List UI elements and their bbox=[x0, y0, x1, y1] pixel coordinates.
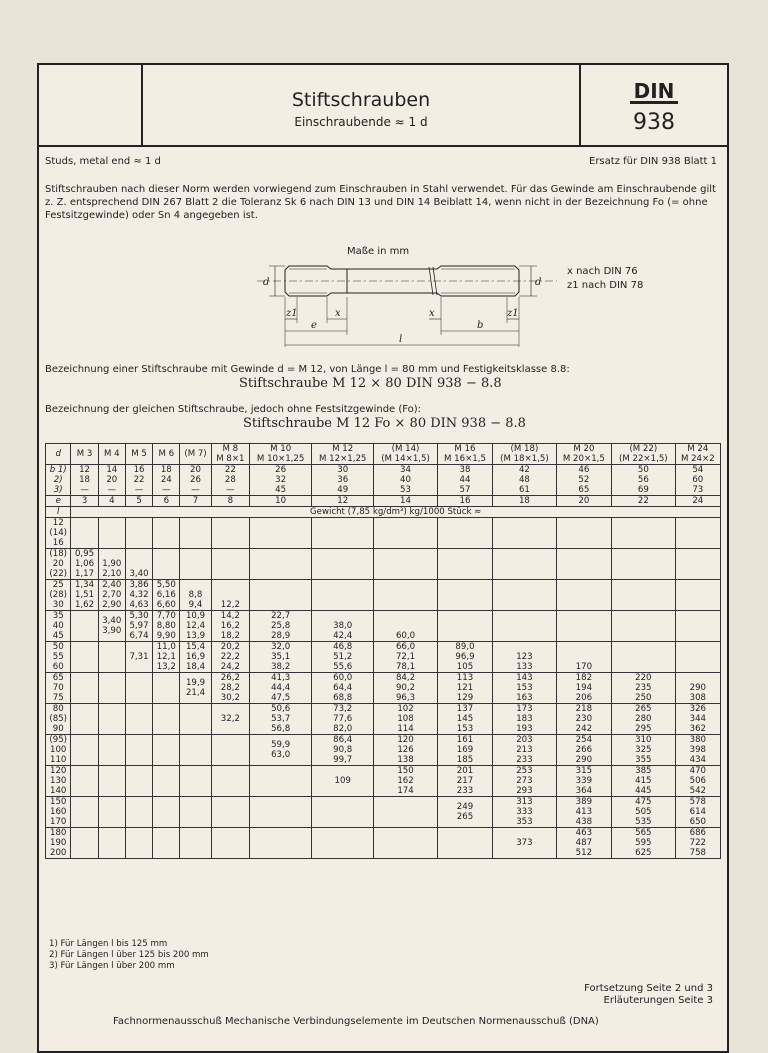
weight-value bbox=[153, 828, 180, 859]
weight-value: 254 266 290 bbox=[556, 735, 611, 766]
weight-value: 109 bbox=[312, 766, 374, 797]
weight-value: 137 145 153 bbox=[437, 704, 492, 735]
b-value: 50 56 69 bbox=[612, 465, 676, 496]
weight-value: 313 333 353 bbox=[493, 797, 557, 828]
weight-value: 475 505 535 bbox=[612, 797, 676, 828]
weight-value bbox=[312, 549, 374, 580]
weight-value: 170 bbox=[556, 642, 611, 673]
weight-value: 84,2 90,2 96,3 bbox=[374, 673, 438, 704]
weight-value: 265 280 295 bbox=[612, 704, 676, 735]
weight-value: 113 121 129 bbox=[437, 673, 492, 704]
designation-text-1: Bezeichnung einer Stiftschraube mit Gewinde d = M 12, von Länge l = 80 mm und Festigkeitsklasse 8.8: bbox=[45, 364, 570, 375]
footnotes bbox=[49, 939, 209, 972]
weight-value bbox=[374, 580, 438, 611]
weight-value bbox=[312, 797, 374, 828]
label-l: l bbox=[399, 334, 403, 345]
weight-value bbox=[153, 797, 180, 828]
weight-value bbox=[437, 580, 492, 611]
weight-value: 38,0 42,4 bbox=[312, 611, 374, 642]
weight-value: 3,40 bbox=[125, 549, 152, 580]
b-value: 26 32 45 bbox=[250, 465, 312, 496]
weight-value: 2,40 2,70 2,90 bbox=[98, 580, 125, 611]
footnote-2: 2) Für Längen l über 125 bis 200 mm bbox=[49, 950, 209, 960]
weight-value bbox=[612, 518, 676, 549]
weight-value bbox=[612, 549, 676, 580]
weight-value bbox=[211, 828, 250, 859]
b-value: 22 28 — bbox=[211, 465, 250, 496]
weight-value: 1,90 2,10 bbox=[98, 549, 125, 580]
size-header: M 4 bbox=[98, 444, 125, 465]
weight-value bbox=[312, 518, 374, 549]
label-b: b bbox=[477, 320, 484, 331]
weight-value bbox=[180, 735, 211, 766]
row-b bbox=[46, 465, 721, 496]
weight-value: 5,50 6,16 6,60 bbox=[153, 580, 180, 611]
size-header: (M 22) (M 22×1,5) bbox=[612, 444, 676, 465]
length-cell: 80 (85) 90 bbox=[46, 704, 71, 735]
table-row bbox=[46, 642, 721, 673]
b-value: 20 26 — bbox=[180, 465, 211, 496]
weight-value bbox=[250, 766, 312, 797]
table-row bbox=[46, 828, 721, 859]
weight-value bbox=[71, 766, 98, 797]
continuation-line-2: Erläuterungen Seite 3 bbox=[603, 995, 713, 1006]
weight-value: 32,2 bbox=[211, 704, 250, 735]
length-cell: (95) 100 110 bbox=[46, 735, 71, 766]
weight-value: 326 344 362 bbox=[675, 704, 720, 735]
e-value: 3 bbox=[71, 496, 98, 507]
weight-value bbox=[98, 735, 125, 766]
weight-value: 8,8 9,4 bbox=[180, 580, 211, 611]
weight-value bbox=[98, 704, 125, 735]
weight-value bbox=[437, 828, 492, 859]
weight-value: 0,95 1,06 1,17 bbox=[71, 549, 98, 580]
weight-value bbox=[493, 549, 557, 580]
weight-value bbox=[125, 704, 152, 735]
weight-value: 11,0 12,1 13,2 bbox=[153, 642, 180, 673]
row-l-header bbox=[46, 507, 721, 518]
weight-value bbox=[153, 518, 180, 549]
page-title: Stiftschrauben bbox=[291, 89, 431, 111]
weight-value: 182 194 206 bbox=[556, 673, 611, 704]
size-header: M 24 M 24×2 bbox=[675, 444, 720, 465]
weight-value bbox=[71, 673, 98, 704]
weight-value bbox=[211, 735, 250, 766]
b-value: 38 44 57 bbox=[437, 465, 492, 496]
weight-value bbox=[98, 828, 125, 859]
e-value: 6 bbox=[153, 496, 180, 507]
weight-value bbox=[125, 828, 152, 859]
weight-value bbox=[612, 611, 676, 642]
designation-text-2: Bezeichnung der gleichen Stiftschraube, jedoch ohne Festsitzgewinde (Fo): bbox=[45, 404, 422, 415]
dimensions-note: Maße in mm bbox=[347, 246, 410, 257]
weight-value bbox=[98, 518, 125, 549]
b-value: 34 40 53 bbox=[374, 465, 438, 496]
weight-value: 19,9 21,4 bbox=[180, 673, 211, 704]
weight-value bbox=[493, 580, 557, 611]
studs-text: Studs, metal end ≈ 1 d bbox=[45, 156, 161, 167]
weight-value: 5,30 5,97 6,74 bbox=[125, 611, 152, 642]
weight-value bbox=[556, 518, 611, 549]
weight-value: 380 398 434 bbox=[675, 735, 720, 766]
weight-value: 385 415 445 bbox=[612, 766, 676, 797]
weight-value bbox=[493, 611, 557, 642]
table-row bbox=[46, 797, 721, 828]
designation-code-1: Stiftschraube M 12 × 80 DIN 938 − 8.8 bbox=[239, 376, 502, 391]
weight-value bbox=[556, 549, 611, 580]
replacement-text: Ersatz für DIN 938 Blatt 1 bbox=[589, 156, 717, 167]
weight-value bbox=[71, 704, 98, 735]
weight-value: 7,70 8,80 9,90 bbox=[153, 611, 180, 642]
weight-value bbox=[675, 518, 720, 549]
e-value: 10 bbox=[250, 496, 312, 507]
weight-value bbox=[493, 518, 557, 549]
weight-value bbox=[437, 611, 492, 642]
weight-value: 60,0 64,4 68,8 bbox=[312, 673, 374, 704]
weight-header: Gewicht (7,85 kg/dm³) kg/1000 Stück ≈ bbox=[71, 507, 721, 518]
weight-value bbox=[153, 735, 180, 766]
weight-value bbox=[180, 518, 211, 549]
table-row bbox=[46, 518, 721, 549]
weight-value bbox=[250, 828, 312, 859]
weight-value bbox=[98, 766, 125, 797]
weight-value: 22,7 25,8 28,9 bbox=[250, 611, 312, 642]
weight-value: 3,40 3,90 bbox=[98, 611, 125, 642]
table-row bbox=[46, 673, 721, 704]
weight-value: 46,8 51,2 55,6 bbox=[312, 642, 374, 673]
din-logo: DIN bbox=[630, 81, 679, 104]
weight-value: 66,0 72,1 78,1 bbox=[374, 642, 438, 673]
b-value: 54 60 73 bbox=[675, 465, 720, 496]
size-header: M 16 M 16×1,5 bbox=[437, 444, 492, 465]
label-x-right: x bbox=[429, 308, 435, 319]
length-cell: 25 (28) 30 bbox=[46, 580, 71, 611]
weight-value: 50,6 53,7 56,8 bbox=[250, 704, 312, 735]
weight-value bbox=[153, 704, 180, 735]
continuation-line-1: Fortsetzung Seite 2 und 3 bbox=[584, 983, 713, 994]
e-value: 20 bbox=[556, 496, 611, 507]
din-sheet bbox=[37, 63, 729, 1053]
weight-value bbox=[125, 518, 152, 549]
header-title-cell bbox=[143, 65, 581, 145]
weight-value bbox=[250, 797, 312, 828]
table-row bbox=[46, 611, 721, 642]
dimensions-table bbox=[45, 443, 721, 859]
standard-notes bbox=[567, 265, 643, 293]
weight-value bbox=[98, 642, 125, 673]
length-cell: 50 55 60 bbox=[46, 642, 71, 673]
table-row bbox=[46, 704, 721, 735]
weight-value bbox=[612, 642, 676, 673]
size-header: M 3 bbox=[71, 444, 98, 465]
weight-value bbox=[71, 611, 98, 642]
weight-value: 578 614 650 bbox=[675, 797, 720, 828]
header-left-cell bbox=[39, 65, 143, 145]
weight-value bbox=[125, 735, 152, 766]
weight-value bbox=[71, 518, 98, 549]
din-number: 938 bbox=[633, 110, 675, 135]
length-cell: 35 40 45 bbox=[46, 611, 71, 642]
e-value: 7 bbox=[180, 496, 211, 507]
weight-value bbox=[612, 580, 676, 611]
weight-value: 120 126 138 bbox=[374, 735, 438, 766]
b-value: 16 22 — bbox=[125, 465, 152, 496]
row-label-e: e bbox=[46, 496, 71, 507]
header bbox=[39, 65, 727, 147]
weight-value bbox=[71, 735, 98, 766]
b-value: 14 20 — bbox=[98, 465, 125, 496]
weight-value: 373 bbox=[493, 828, 557, 859]
b-value: 42 48 61 bbox=[493, 465, 557, 496]
committee-line: Fachnormenausschuß Mechanische Verbindungselemente im Deutschen Normenausschuß (DNA) bbox=[113, 1016, 599, 1027]
weight-value bbox=[98, 797, 125, 828]
weight-value: 41,3 44,4 47,5 bbox=[250, 673, 312, 704]
note-x: x nach DIN 76 bbox=[567, 266, 638, 277]
weight-value bbox=[125, 673, 152, 704]
b-value: 12 18 — bbox=[71, 465, 98, 496]
weight-value: 3,86 4,32 4,63 bbox=[125, 580, 152, 611]
size-header: (M 14) (M 14×1,5) bbox=[374, 444, 438, 465]
e-value: 14 bbox=[374, 496, 438, 507]
weight-value bbox=[211, 766, 250, 797]
weight-value bbox=[556, 611, 611, 642]
size-header: (M 7) bbox=[180, 444, 211, 465]
weight-value bbox=[211, 518, 250, 549]
length-cell: 150 160 170 bbox=[46, 797, 71, 828]
weight-value bbox=[250, 518, 312, 549]
weight-value bbox=[153, 549, 180, 580]
weight-value: 60,0 bbox=[374, 611, 438, 642]
weight-value bbox=[180, 704, 211, 735]
weight-value: 470 506 542 bbox=[675, 766, 720, 797]
row-d bbox=[46, 444, 721, 465]
size-header: M 20 M 20×1,5 bbox=[556, 444, 611, 465]
weight-value bbox=[211, 549, 250, 580]
weight-value bbox=[312, 828, 374, 859]
weight-value: 123 133 bbox=[493, 642, 557, 673]
weight-value: 32,0 35,1 38,2 bbox=[250, 642, 312, 673]
e-value: 12 bbox=[312, 496, 374, 507]
weight-value: 150 162 174 bbox=[374, 766, 438, 797]
weight-value bbox=[153, 673, 180, 704]
weight-value: 102 108 114 bbox=[374, 704, 438, 735]
weight-value bbox=[211, 797, 250, 828]
weight-value: 201 217 233 bbox=[437, 766, 492, 797]
weight-value: 73,2 77,6 82,0 bbox=[312, 704, 374, 735]
label-z1-right: z1 bbox=[507, 308, 519, 319]
weight-value bbox=[153, 766, 180, 797]
weight-value bbox=[180, 797, 211, 828]
weight-value: 173 183 193 bbox=[493, 704, 557, 735]
length-cell: (18) 20 (22) bbox=[46, 549, 71, 580]
weight-value bbox=[437, 518, 492, 549]
length-cell: 65 70 75 bbox=[46, 673, 71, 704]
weight-value bbox=[180, 766, 211, 797]
label-d-right: d bbox=[535, 277, 542, 288]
row-e bbox=[46, 496, 721, 507]
table-row bbox=[46, 580, 721, 611]
e-value: 22 bbox=[612, 496, 676, 507]
din-logo-cell bbox=[581, 65, 727, 145]
size-header: M 6 bbox=[153, 444, 180, 465]
weight-value: 161 169 185 bbox=[437, 735, 492, 766]
e-value: 18 bbox=[493, 496, 557, 507]
designation-code-2: Stiftschraube M 12 Fo × 80 DIN 938 − 8.8 bbox=[243, 416, 526, 431]
weight-value bbox=[675, 611, 720, 642]
table-row bbox=[46, 766, 721, 797]
weight-value: 1,34 1,51 1,62 bbox=[71, 580, 98, 611]
label-e: e bbox=[311, 320, 317, 331]
table-row bbox=[46, 735, 721, 766]
footnote-3: 3) Für Längen l über 200 mm bbox=[49, 961, 175, 971]
note-z1: z1 nach DIN 78 bbox=[567, 280, 644, 291]
weight-value bbox=[437, 549, 492, 580]
size-header: M 12 M 12×1,25 bbox=[312, 444, 374, 465]
weight-value bbox=[556, 580, 611, 611]
length-cell: 120 130 140 bbox=[46, 766, 71, 797]
weight-value bbox=[675, 580, 720, 611]
b-value: 46 52 65 bbox=[556, 465, 611, 496]
size-header: M 5 bbox=[125, 444, 152, 465]
page-subtitle: Einschraubende ≈ 1 d bbox=[294, 115, 428, 129]
e-value: 24 bbox=[675, 496, 720, 507]
weight-value bbox=[250, 549, 312, 580]
row-label-l: l bbox=[46, 507, 71, 518]
weight-value: 26,2 28,2 30,2 bbox=[211, 673, 250, 704]
e-value: 8 bbox=[211, 496, 250, 507]
weight-value: 143 153 163 bbox=[493, 673, 557, 704]
weight-value: 218 230 242 bbox=[556, 704, 611, 735]
weight-value: 89,0 96,9 105 bbox=[437, 642, 492, 673]
row-label-d: d bbox=[46, 444, 71, 465]
length-cell: 180 190 200 bbox=[46, 828, 71, 859]
weight-value: 253 273 293 bbox=[493, 766, 557, 797]
weight-value bbox=[71, 642, 98, 673]
weight-value: 389 413 438 bbox=[556, 797, 611, 828]
size-header: (M 18) (M 18×1,5) bbox=[493, 444, 557, 465]
weight-value bbox=[374, 797, 438, 828]
weight-value bbox=[98, 673, 125, 704]
weight-value bbox=[125, 766, 152, 797]
e-value: 16 bbox=[437, 496, 492, 507]
weight-value: 14,2 16,2 18,2 bbox=[211, 611, 250, 642]
label-z1-left: z1 bbox=[286, 308, 298, 319]
row-label-b: b 1) 2) 3) bbox=[46, 465, 71, 496]
weight-value bbox=[71, 797, 98, 828]
table-row bbox=[46, 549, 721, 580]
weight-value bbox=[675, 642, 720, 673]
weight-value bbox=[675, 549, 720, 580]
weight-value bbox=[125, 797, 152, 828]
label-x-left: x bbox=[335, 308, 341, 319]
intro-paragraph: Stiftschrauben nach dieser Norm werden vorwiegend zum Einschrauben in Stahl verwendet. Für das Gewinde am Einschraubende gilt z. Z. entsprechend DIN 267 Blatt 2 die Toleranz Sk 6 nach DIN 13 und DIN 14 Beiblatt 14, wenn nicht in der Bezeichnung Fo (= ohne Festsitzgewinde) oder Sn 4 angegeben ist. bbox=[45, 184, 716, 221]
e-value: 5 bbox=[125, 496, 152, 507]
size-header: M 8 M 8×1 bbox=[211, 444, 250, 465]
weight-value: 12,2 bbox=[211, 580, 250, 611]
weight-value: 463 487 512 bbox=[556, 828, 611, 859]
weight-value bbox=[180, 828, 211, 859]
weight-value bbox=[374, 828, 438, 859]
stud-drawing bbox=[257, 257, 557, 357]
e-value: 4 bbox=[98, 496, 125, 507]
weight-value: 203 213 233 bbox=[493, 735, 557, 766]
weight-value: 59,9 63,0 bbox=[250, 735, 312, 766]
weight-value: 249 265 bbox=[437, 797, 492, 828]
b-value: 18 24 — bbox=[153, 465, 180, 496]
weight-value: 220 235 250 bbox=[612, 673, 676, 704]
footnote-1: 1) Für Längen l bis 125 mm bbox=[49, 939, 168, 949]
weight-value bbox=[374, 518, 438, 549]
weight-value: 7,31 bbox=[125, 642, 152, 673]
size-header: M 10 M 10×1,25 bbox=[250, 444, 312, 465]
weight-value: 310 325 355 bbox=[612, 735, 676, 766]
b-value: 30 36 49 bbox=[312, 465, 374, 496]
weight-value bbox=[374, 549, 438, 580]
weight-value: 290 308 bbox=[675, 673, 720, 704]
weight-value bbox=[180, 549, 211, 580]
length-cell: 12 (14) 16 bbox=[46, 518, 71, 549]
weight-value: 86,4 90,8 99,7 bbox=[312, 735, 374, 766]
weight-value: 565 595 625 bbox=[612, 828, 676, 859]
weight-value: 20,2 22,2 24,2 bbox=[211, 642, 250, 673]
weight-value bbox=[250, 580, 312, 611]
weight-value bbox=[312, 580, 374, 611]
continuation-note bbox=[584, 983, 713, 1007]
weight-value: 686 722 758 bbox=[675, 828, 720, 859]
label-d-left: d bbox=[263, 277, 270, 288]
weight-value bbox=[71, 828, 98, 859]
weight-value: 10,9 12,4 13,9 bbox=[180, 611, 211, 642]
weight-value: 15,4 16,9 18,4 bbox=[180, 642, 211, 673]
weight-value: 315 339 364 bbox=[556, 766, 611, 797]
